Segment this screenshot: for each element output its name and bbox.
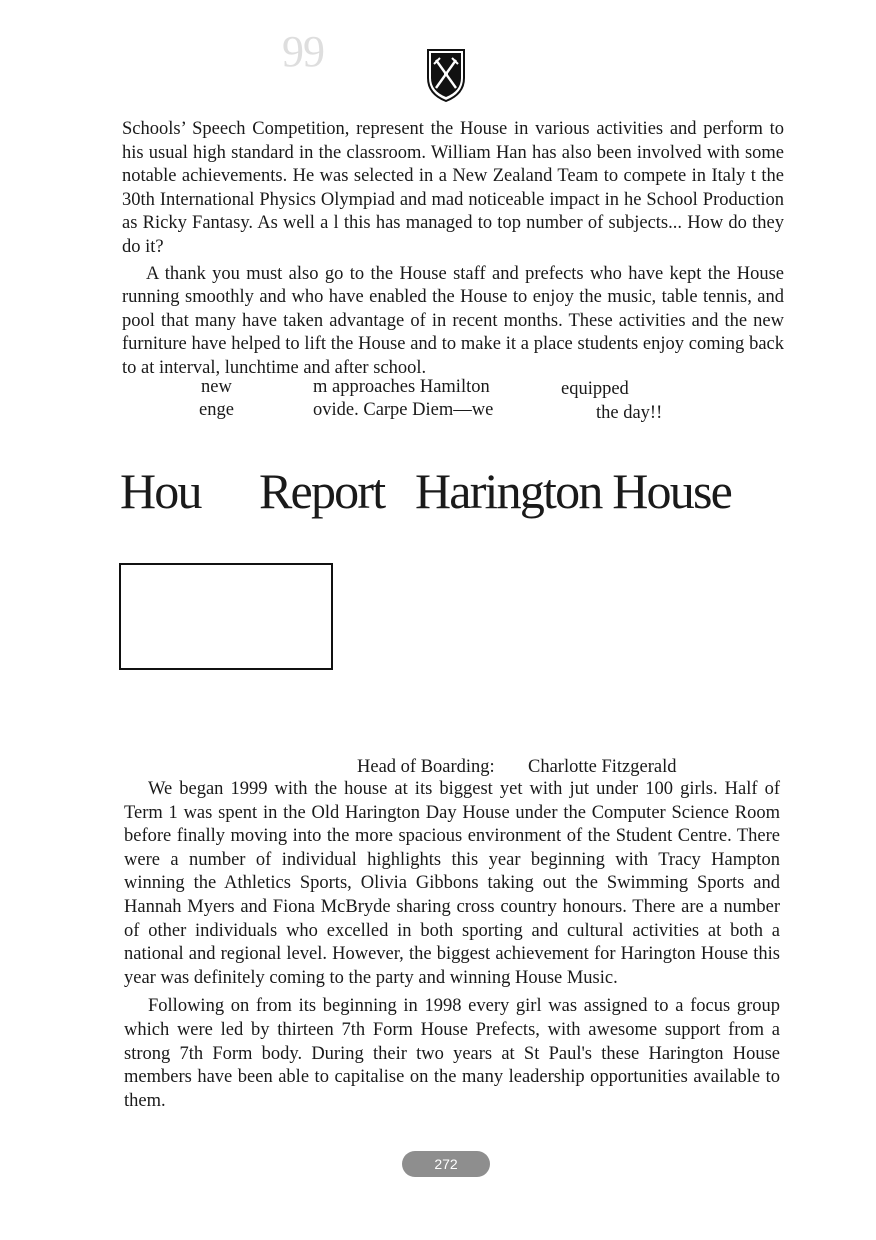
caption-label: Head of Boarding: [357, 757, 495, 777]
previous-report-text [122, 118, 784, 381]
section-heading-part: Hou [120, 463, 201, 519]
harington-paragraph-1: We began 1999 with the house at its biggest yet with jut under 100 girls. Half of Term 1 was spent in the Old Harington Day House under the Computer Science Room before finally moving into the more spacious environment of the Student Centre. There were a number of individual highlights this year beginning with Tracy Hampton winning the Athletics Sports, Olivia Gibbons taking out the Swimming Sports and Hannah Myers and Fiona McBryde sharing cross country honours. There are a number of other individuals who excelled in both sporting and cultural activities at both a national and regional level. However, the biggest achievement for Harington House this year was definitely coming to the party and winning House Music. [124, 779, 780, 988]
year-watermark: 99 [282, 27, 324, 76]
fragment-text: enge [199, 400, 234, 420]
fragment-text: ovide. Carpe Diem—we [313, 400, 494, 420]
fragment-text: equipped [561, 379, 629, 399]
photo-placeholder [119, 563, 333, 670]
fragment-text: the day!! [596, 403, 663, 423]
fragment-text: new [201, 377, 232, 397]
harington-report-text [124, 778, 780, 1113]
page-number: 272 [402, 1151, 490, 1177]
previous-paragraph-1: Schools’ Speech Competition, represent the House in various activities and perform to his usual high standard in the classroom. William Han has also been involved with some notable achievements. He was selected in a New Zealand Team to compete in Italy t the 30th International Physics Olympiad and mad noticeable impact in he School Production as Ricky Fantasy. As well a l this has managed to top number of subjects... How do they do it? [122, 119, 784, 257]
section-heading-part: Report [259, 463, 385, 519]
previous-paragraph-2: A thank you must also go to the House staff and prefects who have kept the House running smoothly and who have enabled the House to enjoy the music, table tennis, and pool that many have taken advantage of in recent months. These activities and the new furniture have helped to lift the House and to make it a place students enjoy coming back to at interval, lunchtime and after school. [122, 263, 784, 378]
harington-paragraph-2: Following on from its beginning in 1998 every girl was assigned to a focus group which were led by thirteen 7th Form House Prefects, with awesome support from a strong 7th Form body. During their two years at St Paul's these Harington House members have been able to capitalise on the many leadership opportunities available to them. [124, 996, 780, 1111]
caption-name: Charlotte Fitzgerald [528, 757, 677, 777]
fragment-text: m approaches Hamilton [313, 377, 490, 397]
school-crest-icon [427, 48, 465, 102]
section-heading-title: Harington House [415, 463, 731, 519]
